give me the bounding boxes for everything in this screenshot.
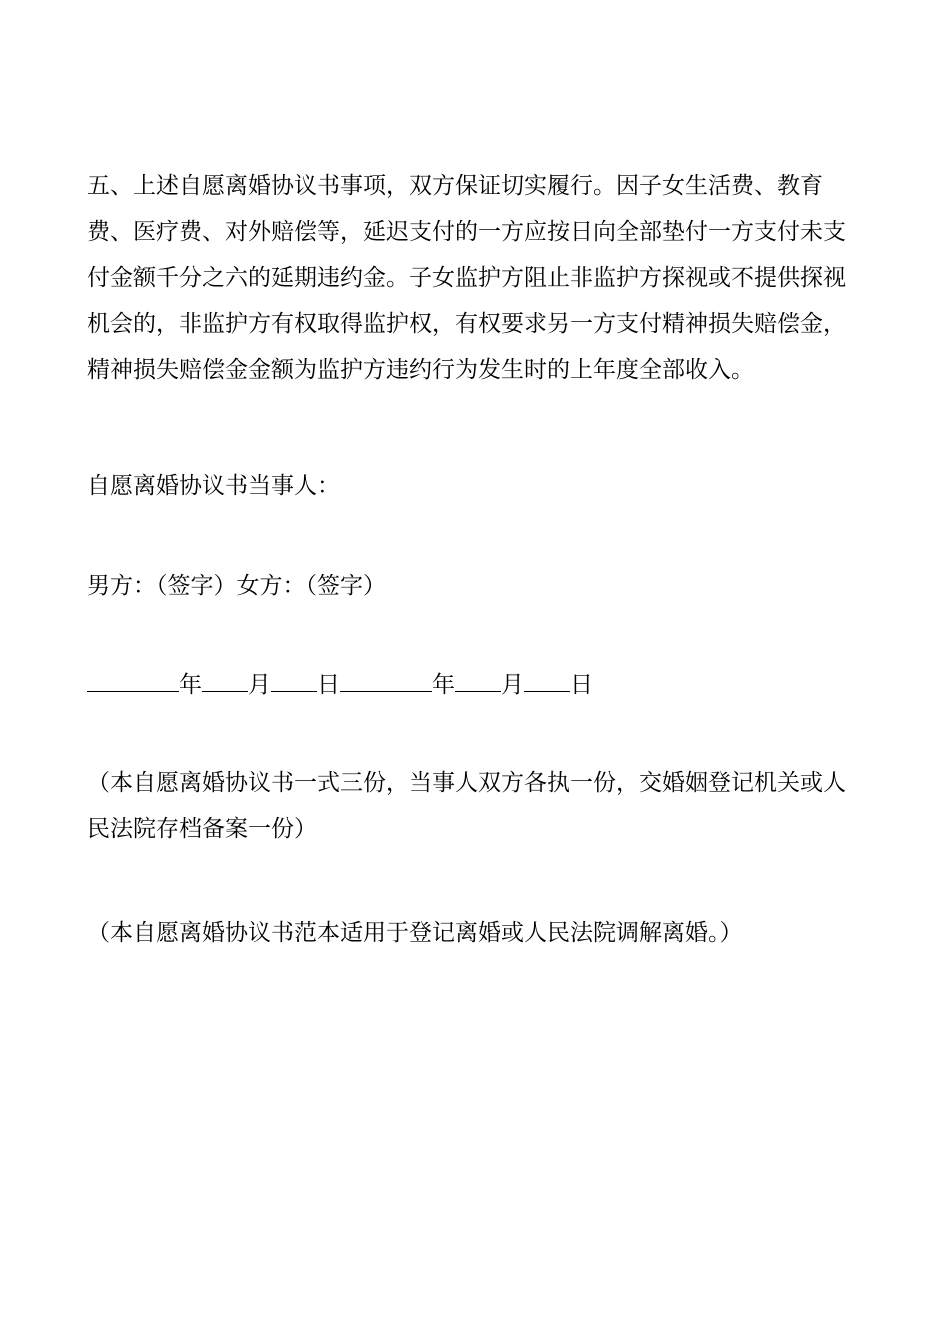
female-day-blank bbox=[524, 661, 570, 692]
female-signature-placeholder: （签字） bbox=[305, 573, 386, 599]
male-signature-placeholder: （签字） bbox=[156, 573, 237, 599]
male-day-blank bbox=[271, 661, 317, 692]
signature-line bbox=[87, 563, 386, 609]
parties-heading: 自愿离婚协议书当事人： bbox=[87, 473, 340, 499]
male-label: 男方： bbox=[87, 573, 156, 599]
male-month-blank bbox=[202, 661, 248, 692]
female-year-label: 年 bbox=[432, 672, 455, 698]
male-month-label: 月 bbox=[248, 672, 271, 698]
copies-note: （本自愿离婚协议书一式三份，当事人双方各执一份，交婚姻登记机关或人民法院存档备案一份） bbox=[87, 770, 846, 842]
clause-five-paragraph: 五、上述自愿离婚协议书事项，双方保证切实履行。因子女生活费、教育费、医疗费、对外赔偿等，延迟支付的一方应按日向全部垫付一方支付未支付金额千分之六的延期违约金。子女监护方阻止非监护方探视或不提供探视机会的，非监护方有权取得监护权，有权要求另一方支付精神损失赔偿金，精神损失赔偿金金额为监护方违约行为发生时的上年度全部收入。 bbox=[87, 173, 846, 383]
female-month-blank bbox=[455, 661, 501, 692]
female-month-label: 月 bbox=[501, 672, 524, 698]
scope-note: （本自愿离婚协议书范本适用于登记离婚或人民法院调解离婚。） bbox=[87, 920, 743, 946]
date-line bbox=[87, 661, 593, 708]
male-day-label: 日 bbox=[317, 672, 340, 698]
female-year-blank bbox=[340, 661, 432, 692]
female-label: 女方： bbox=[236, 573, 306, 599]
male-year-label: 年 bbox=[179, 672, 202, 698]
female-day-label: 日 bbox=[570, 672, 593, 698]
male-year-blank bbox=[87, 661, 179, 692]
